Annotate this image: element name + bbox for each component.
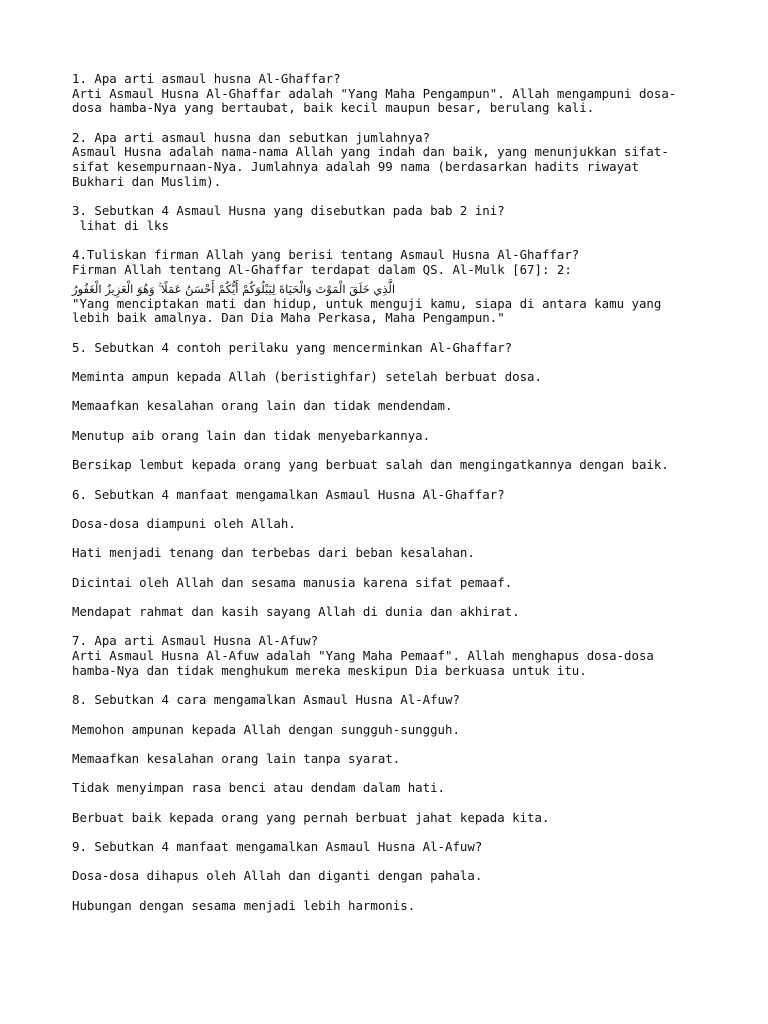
translation-line-1: "Yang menciptakan mati dan hidup, untuk menguji kamu, siapa di antara kamu yang bbox=[72, 295, 662, 311]
list-item: Hati menjadi tenang dan terbebas dari beban kesalahan. bbox=[72, 545, 475, 561]
list-item: Meminta ampun kepada Allah (beristighfar) setelah berbuat dosa. bbox=[72, 369, 542, 385]
list-item: Memaafkan kesalahan orang lain dan tidak mendendam. bbox=[72, 398, 453, 414]
answer-1-line-1: Arti Asmaul Husna Al-Ghaffar adalah "Yang Maha Pengampun". Allah mengampuni dosa- bbox=[72, 85, 677, 101]
list-item: Berbuat baik kepada orang yang pernah berbuat jahat kepada kita. bbox=[72, 809, 550, 825]
answer-4-line-1: Firman Allah tentang Al-Ghaffar terdapat dalam QS. Al-Mulk [67]: 2: bbox=[72, 261, 572, 277]
list-item: Bersikap lembut kepada orang yang berbuat salah dan mengingatkannya dengan baik. bbox=[72, 457, 669, 473]
list-item: Tidak menyimpan rasa benci atau dendam dalam hati. bbox=[72, 780, 445, 796]
question-2: 2. Apa arti asmaul husna dan sebutkan jumlahnya? bbox=[72, 129, 431, 145]
question-8: 8. Sebutkan 4 cara mengamalkan Asmaul Husna Al-Afuw? bbox=[72, 692, 460, 708]
question-5: 5. Sebutkan 4 contoh perilaku yang mencerminkan Al-Ghaffar? bbox=[72, 339, 513, 355]
question-3: 3. Sebutkan 4 Asmaul Husna yang disebutkan pada bab 2 ini? bbox=[72, 203, 505, 219]
list-item: Mendapat rahmat dan kasih sayang Allah di dunia dan akhirat. bbox=[72, 604, 520, 620]
answer-1-line-2: dosa hamba-Nya yang bertaubat, baik kecil maupun besar, berulang kali. bbox=[72, 100, 595, 116]
answer-2-line-3: Bukhari dan Muslim). bbox=[72, 173, 222, 189]
arabic-verse: الَّذِي خَلَقَ الْمَوْتَ وَالْحَيَاةَ لِيَبْلُوَكُمْ أَيُّكُمْ أَحْسَنُ عَمَلًا ۚ وَهُوَ الْعَزِيزُ الْغَفُورُ bbox=[72, 281, 396, 296]
list-item: Dosa-dosa dihapus oleh Allah dan diganti dengan pahala. bbox=[72, 868, 483, 884]
question-7: 7. Apa arti Asmaul Husna Al-Afuw? bbox=[72, 633, 319, 649]
translation-line-2: lebih baik amalnya. Dan Dia Maha Perkasa, Maha Pengampun." bbox=[72, 310, 505, 326]
question-9: 9. Sebutkan 4 manfaat mengamalkan Asmaul Husna Al-Afuw? bbox=[72, 839, 483, 855]
answer-7-line-1: Arti Asmaul Husna Al-Afuw adalah "Yang Maha Pemaaf". Allah menghapus dosa-dosa bbox=[72, 648, 654, 664]
question-4: 4.Tuliskan firman Allah yang berisi tentang Asmaul Husna Al-Ghaffar? bbox=[72, 247, 580, 263]
answer-7-line-2: hamba-Nya dan tidak menghukum mereka meskipun Dia berkuasa untuk itu. bbox=[72, 662, 587, 678]
list-item: Memohon ampunan kepada Allah dengan sungguh-sungguh. bbox=[72, 721, 460, 737]
question-6: 6. Sebutkan 4 manfaat mengamalkan Asmaul Husna Al-Ghaffar? bbox=[72, 486, 505, 502]
list-item: Dosa-dosa diampuni oleh Allah. bbox=[72, 515, 296, 531]
question-1: 1. Apa arti asmaul husna Al-Ghaffar? bbox=[72, 71, 341, 86]
list-item: Menutup aib orang lain dan tidak menyebarkannya. bbox=[72, 427, 431, 443]
list-item: Dicintai oleh Allah dan sesama manusia karena sifat pemaaf. bbox=[72, 574, 513, 590]
list-item: Memaafkan kesalahan orang lain tanpa syarat. bbox=[72, 750, 401, 766]
answer-3-line-1: lihat di lks bbox=[72, 217, 169, 233]
answer-2-line-2: sifat kesempurnaan-Nya. Jumlahnya adalah 99 nama (berdasarkan hadits riwayat bbox=[72, 159, 639, 175]
document-page bbox=[72, 72, 712, 914]
list-item: Hubungan dengan sesama menjadi lebih harmonis. bbox=[72, 897, 416, 913]
answer-2-line-1: Asmaul Husna adalah nama-nama Allah yang indah dan baik, yang menunjukkan sifat- bbox=[72, 144, 669, 160]
